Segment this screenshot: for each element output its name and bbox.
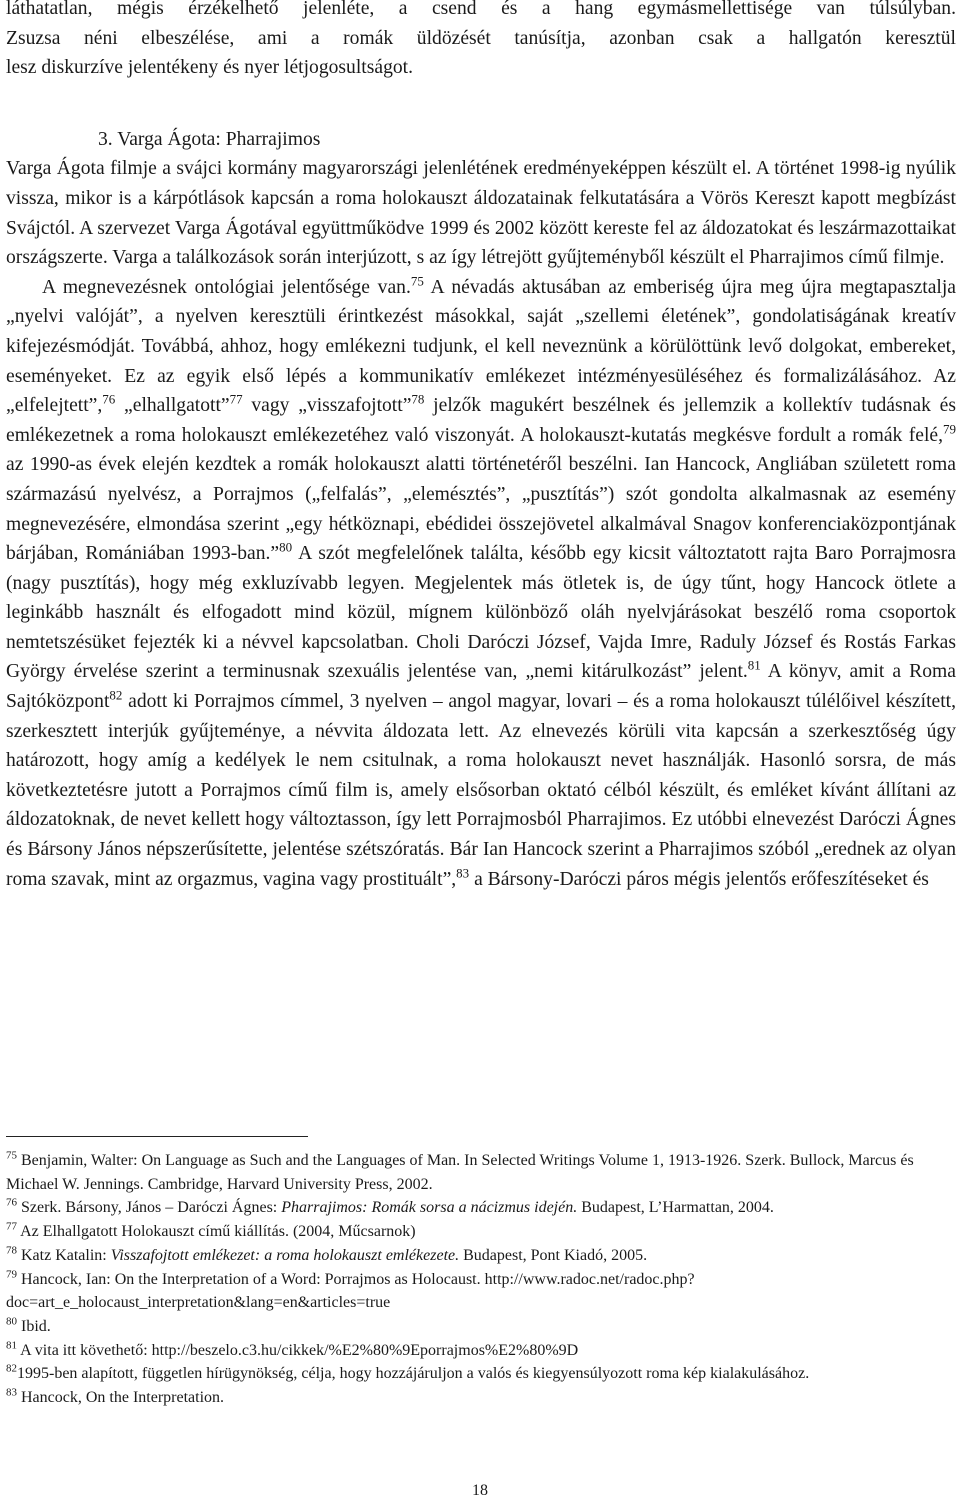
footnote-text: Benjamin, Walter: On Language as Such and the Languages of Man. In Selected Writings Volume 1, 1913-1926. Szerk. Bullock, Marcus és Michael W. Jennings. Cambridge, Harvard University Press, 2002. [6, 1152, 914, 1193]
text-span: A megnevezésnek ontológiai jelentősége van. [42, 276, 411, 298]
footnote-title: Visszafojtott emlékezet: a roma holokauszt emlékezete. [110, 1246, 460, 1264]
footnote-text: Hancock, On the Interpretation. [21, 1389, 225, 1407]
footnote-title: Pharrajimos: Romák sorsa a nácizmus idején. [281, 1199, 578, 1217]
footnote-76 [6, 1196, 956, 1220]
footnote-text: Katz Katalin: [21, 1246, 111, 1264]
footnote-80 [6, 1315, 956, 1339]
footnote-number: 81 [6, 1339, 17, 1352]
text-span: adott ki Porrajmos címmel, 3 nyelven – angol magyar, lovari – és a roma holokauszt túlélőivel készített, szerkesztett interjúk gyűjteménye, a névvita áldozata lett. Az elnevezés körüli vita kapcsán a szerkesztőség úgy határozott, hogy amíg a kedélyek le nem csitulnak, a roma holokauszt nevet használják. Hasonló sorsra, de más következtetésre jutott a Porrajmos című film is, amely elsősorban oktató célból készült, és emléket kívánt állítani az áldozatoknak, de nevet kellett hogy változtasson, így lett Porrajmosból Pharrajimos. Ez utóbbi elnevezést Daróczi Ágnes és Bársony János népszerűsítette, jelentése szétszóratás. Bár Ian Hancock szerint a Pharrajimos szóból „erednek az olyan roma szavak, mint az orgazmus, vagina vagy prostituált”, [6, 691, 956, 890]
intro-line: lesz diskurzíve jelentékeny és nyer létjogosultságot. [6, 57, 414, 79]
footnote-ref: 78 [411, 391, 425, 407]
text-span: az 1990-as évek elején kezdtek a romák holokauszt alatti történetéről beszélni. Ian Hancock, Angliában született roma származású nyelvész, a Porrajmos („felfalás”, „elemésztés”, „pusztítás”) szót gondolta alkalmasnak az esemény megnevezésére, elmondása szerint „egy hétköznapi, ebédidei összejövetel alkalmával Snagov konferenciaközpontjának bárjában, Romániában 1993-ban.” [6, 454, 956, 565]
section-heading: 3. Varga Ágota: Pharrajimos [98, 128, 321, 150]
text-span: A névadás aktusában az emberiség újra meg újra megtapasztalja „nyelvi valóját”, a nyelven keresztüli érintkezést másokkal, saját „szellemi életének”, gondolatiságának kreatív kifejezésmódját. Továbbá, ahhoz, hogy emlékezni tudjunk, el kell neveznünk a körülöttünk levő dolgokat, embereket, eseményeket. Ez az egyik első lépés a kommunikatív emlékezet intézményesüléséhez és formalizálásához. Az „elfelejtett”, [6, 276, 956, 417]
footnote-number: 80 [6, 1315, 17, 1328]
footnote-text: Szerk. Bársony, János – Daróczi Ágnes: [21, 1199, 282, 1217]
footnote-number: 78 [6, 1244, 17, 1257]
footnote-77 [6, 1220, 956, 1244]
footnote-78 [6, 1244, 956, 1268]
footnote-text: 1995-ben alapított, független hírügynökség, célja, hogy hozzájáruljon a valós és kiegyensúlyozott roma kép kialakulásához. [17, 1365, 810, 1383]
text-span: A könyv, amit a Roma Sajtóközpont [6, 661, 956, 713]
intro-paragraph [6, 0, 956, 83]
footnote-divider [6, 1136, 308, 1137]
footnote-ref: 83 [456, 865, 470, 881]
paragraph-naming [6, 273, 956, 894]
footnote-text: Hancock, Ian: On the Interpretation of a Word: Porrajmos as Holocaust. http://www.radoc.net/radoc.php?doc=art_e_holocaust_interpretation&lang=en&articles=true [6, 1270, 695, 1312]
paragraph-film-origin: Varga Ágota filmje a svájci kormány magyarországi jelenlétének eredményeképpen készült el. A történet 1998-ig nyúlik vissza, mikor is a kárpótlások kapcsán a roma holokauszt áldozatainak felkutatására a Vörös Kereszt kapott megbízást Svájctól. A szervezet Varga Ágotával együttműködve 1999 és 2002 között kereste fel az áldozatokat és leszármazottaikat országszerte. Varga a találkozások során interjúzott, s az így létrejött gyűjteményből készült el Pharrajimos című filmje. [6, 158, 956, 269]
footnote-81 [6, 1339, 956, 1363]
text-span: „elhallgatott” [115, 395, 230, 417]
intro-line: láthatatlan, mégis érzékelhető jelenléte, a csend és a hang egymásmellettisége van túlsúlyban. [6, 0, 956, 19]
footnote-ref: 82 [109, 687, 123, 703]
footnote-number: 83 [6, 1386, 17, 1399]
footnote-text: Budapest, L’Harmattan, 2004. [577, 1199, 774, 1217]
footnote-ref: 76 [102, 391, 116, 407]
footnote-text: A vita itt követhető: http://beszelo.c3.hu/cikkek/%E2%80%9Eporrajmos%E2%80%9D [20, 1341, 579, 1359]
footnote-number: 82 [6, 1363, 17, 1375]
footnote-79 [6, 1268, 956, 1315]
footnote-number: 77 [6, 1220, 17, 1233]
footnote-number: 75 [6, 1149, 17, 1162]
footnote-83 [6, 1386, 956, 1410]
footnote-text: Ibid. [21, 1317, 51, 1335]
footnote-text: Budapest, Pont Kiadó, 2005. [459, 1246, 648, 1264]
page-number: 18 [472, 1482, 488, 1499]
footnote-ref: 79 [943, 421, 956, 437]
footnote-ref: 77 [229, 391, 243, 407]
footnote-82 [6, 1362, 956, 1386]
footnote-ref: 75 [410, 273, 424, 289]
text-span: A szót megfelelőnek találta, később egy kicsit változtatott rajta Baro Porrajmosra (nagy pusztítás), hogy még exkluzívabb legyen. Megjelentek más ötletek is, de úgy tűnt, hogy Hancock ötlete a leginkább használt és elfogadott mind közül, mígnem különböző oláh nyelvjárásokat beszélő roma csoportok nemtetszésüket fejezték ki a névvel kapcsolatban. Choli Daróczi József, Vajda Imre, Raduly József és Rostás Farkas György érvelése szerint a terminusnak szexuális jelentése van, „nemi kitárulkozást” jelent. [6, 543, 956, 683]
footnote-ref: 81 [747, 657, 761, 673]
footnote-ref: 80 [279, 539, 293, 555]
text-span: jelzők magukért beszélnek és jellemzik a kollektív tudásnak és emlékezetnek a roma holokauszt emlékezetéhez való viszonyát. A holokauszt-kutatás megkésve fordult a romák felé, [6, 395, 956, 446]
text-span: a Bársony-Daróczi páros mégis jelentős erőfeszítéseket és [469, 868, 929, 890]
intro-line: Zsuzsa néni elbeszélése, ami a romák üldözését tanúsítja, azonban csak a hallgatón keresztül [6, 27, 956, 49]
footnote-75 [6, 1149, 956, 1196]
footnote-number: 79 [6, 1268, 17, 1281]
document-page [6, 0, 956, 894]
text-span: vagy „visszafojtott” [242, 395, 412, 417]
footnote-number: 76 [6, 1197, 17, 1210]
footnote-text: Az Elhallgatott Holokauszt című kiállítás. (2004, Műcsarnok) [20, 1223, 416, 1241]
footnotes-section [6, 1149, 956, 1410]
